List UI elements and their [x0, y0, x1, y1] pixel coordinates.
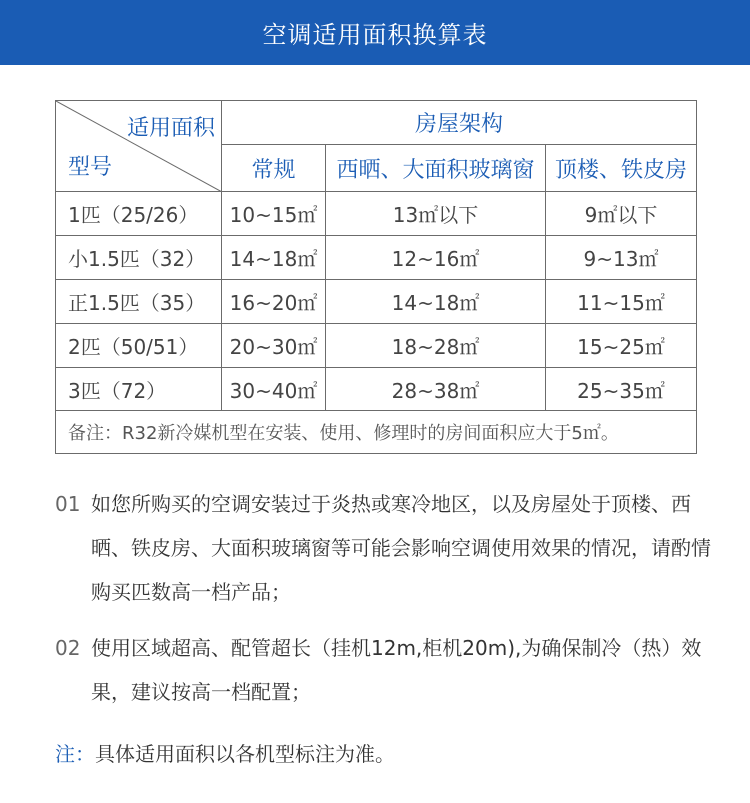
value-cell: 30~40㎡ [222, 368, 326, 411]
final-note-text: 具体适用面积以各机型标注为准。 [95, 742, 395, 766]
model-cell: 2匹（50/51） [56, 324, 222, 368]
note-text: 如您所购买的空调安装过于炎热或寒冷地区，以及房屋处于顶楼、西晒、铁皮房、大面积玻璃窗等可能会影响空调使用效果的情况，请酌情购买匹数高一档产品； [91, 492, 711, 604]
column-header-top-floor: 顶楼、铁皮房 [546, 145, 697, 192]
table-row [56, 236, 697, 280]
value-cell: 28~38㎡ [326, 368, 546, 411]
table-footnote-row [56, 411, 697, 454]
notes-list [55, 482, 715, 714]
value-cell: 9~13㎡ [546, 236, 697, 280]
final-note-label: 注： [55, 742, 95, 766]
value-cell: 20~30㎡ [222, 324, 326, 368]
model-cell: 正1.5匹（35） [56, 280, 222, 324]
table-footnote: 备注：R32新冷媒机型在安装、使用、修理时的房间面积应大于5㎡。 [56, 411, 697, 454]
table-row [56, 192, 697, 236]
corner-header-cell [56, 101, 222, 192]
area-conversion-table [55, 100, 697, 454]
value-cell: 10~15㎡ [222, 192, 326, 236]
value-cell: 25~35㎡ [546, 368, 697, 411]
column-header-normal: 常规 [222, 145, 326, 192]
list-item [55, 626, 715, 714]
title-banner [0, 0, 750, 65]
page-title: 空调适用面积换算表 [262, 21, 488, 49]
value-cell: 11~15㎡ [546, 280, 697, 324]
note-number: 01 [55, 492, 81, 516]
value-cell: 13㎡以下 [326, 192, 546, 236]
table-row [56, 368, 697, 411]
model-cell: 小1.5匹（32） [56, 236, 222, 280]
column-header-west-sun: 西晒、大面积玻璃窗 [326, 145, 546, 192]
table-row [56, 280, 697, 324]
model-cell: 1匹（25/26） [56, 192, 222, 236]
note-text: 使用区域超高、配管超长（挂机12m,柜机20m),为确保制冷（热）效果，建议按高一档配置； [91, 636, 702, 704]
table-row [56, 324, 697, 368]
value-cell: 14~18㎡ [326, 280, 546, 324]
group-header-house-structure: 房屋架构 [222, 101, 697, 145]
table-header-row [56, 101, 697, 145]
note-number: 02 [55, 636, 81, 660]
value-cell: 18~28㎡ [326, 324, 546, 368]
final-note [55, 732, 395, 776]
value-cell: 14~18㎡ [222, 236, 326, 280]
list-item [55, 482, 715, 614]
corner-label-model: 型号 [68, 155, 113, 180]
corner-label-area: 适用面积 [126, 116, 215, 141]
value-cell: 9㎡以下 [546, 192, 697, 236]
value-cell: 12~16㎡ [326, 236, 546, 280]
model-cell: 3匹（72） [56, 368, 222, 411]
value-cell: 15~25㎡ [546, 324, 697, 368]
value-cell: 16~20㎡ [222, 280, 326, 324]
